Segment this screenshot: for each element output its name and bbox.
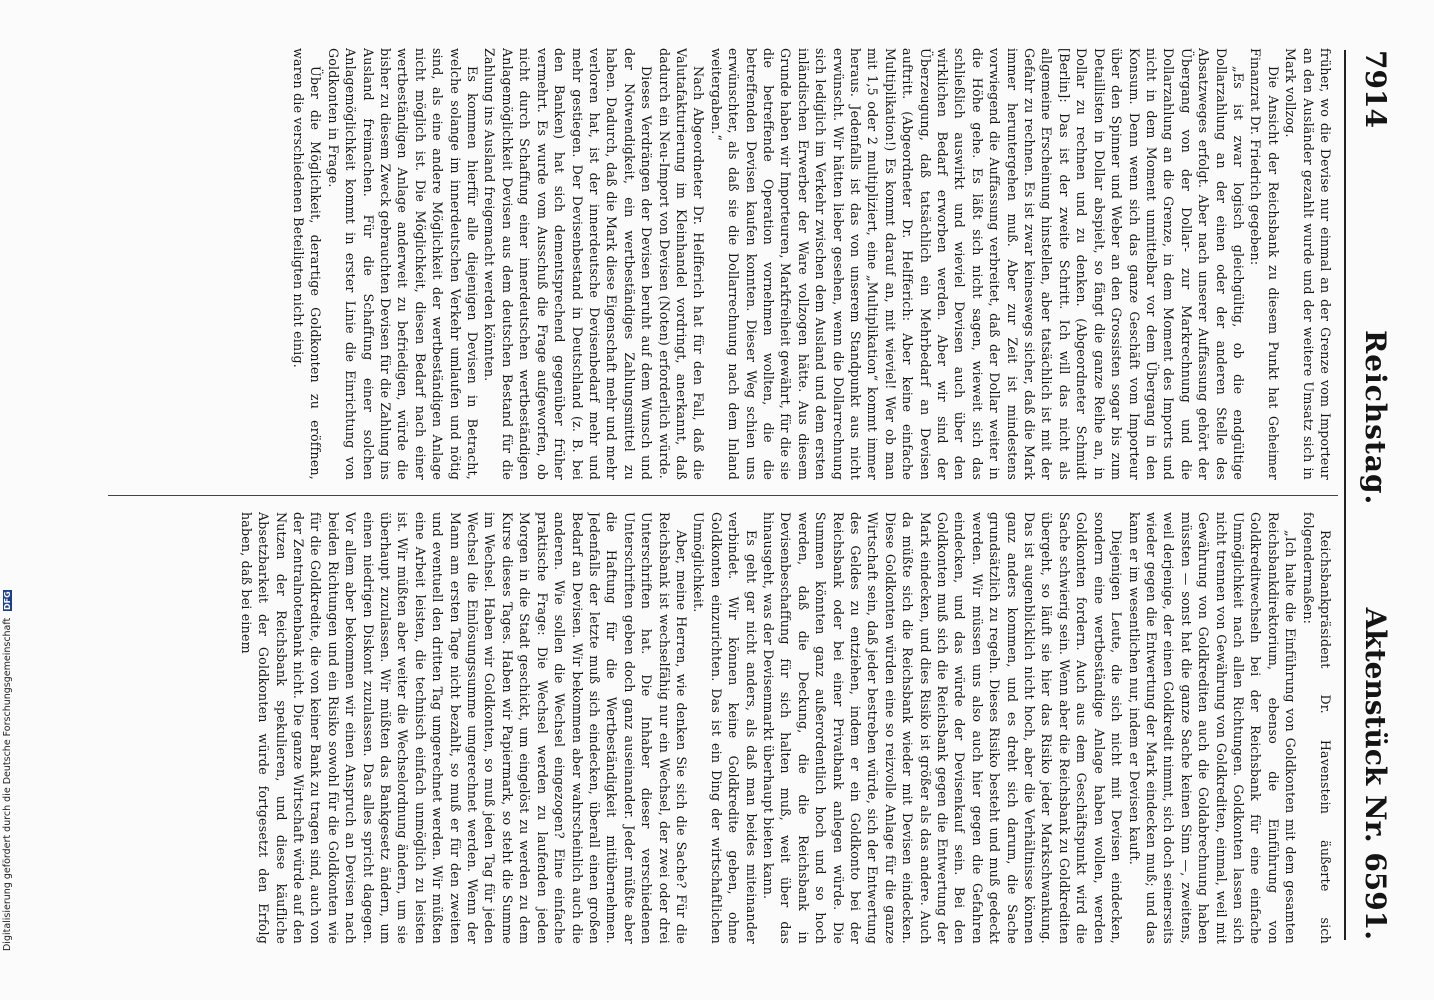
paragraph: Nach Abgeordneter Dr. Helfferich hat für den Fall, daß die Valutafakturierung im Kleinhandel vordringt, anerkannt, daß dadurch ein Neu-Import von Devisen (Noten) erforderlich würde. <box>656 48 707 480</box>
page-header <box>1350 30 1400 960</box>
paragraph: Die Ansicht der Reichsbank zu diesem Punkt hat Geheimer Finanzrat Dr. Friedrich gegeben: <box>1248 48 1281 480</box>
paragraph: „Ich halte die Einführung von Goldkonten mit dem gesamten Reichsbankdirektorium, ebenso die Einführung von Goldkreditwechseln bei der Reichsbank für eine einfache Unmöglichkeit nach allen Richtungen. Goldkonten lassen sich nicht trennen von Gewährung von Goldkrediten, einmal, weil mit Gewährung von Goldkrediten auch die Goldabrechnung haben müssten — sonst hat die ganze Sache keinen Sinn —, zweitens, weil derjenige, der einen Goldkredit nimmt, sich doch seinerseits wieder gegen die Entwertung der Mark eindecken muß; und das kann er im wesentlichen nur, indem er Devisen kauft. <box>1126 512 1299 944</box>
page-number: 7914 <box>1359 50 1392 128</box>
rotated-newspaper-sheet <box>60 30 1400 960</box>
paragraph: Es geht gar nicht anders, als daß man beides miteinander verbindet. Wir können keine Goldkredite geben, ohne Goldkonten einzurichten. Das ist ein Ding der wirtschaftlichen Unmöglichkeit. <box>691 512 759 944</box>
paragraph: Es kommen hierfür alle diejenigen Devisen in Betracht, welche solange im innerdeutschen Verkehr umlaufen und nötig sind, als eine andere Möglichkeit der wertbeständigen Anlage nicht möglich ist. Die Möglichkeit, diesen Bedarf nach einer wertbeständigen Anlage anderweit zu befriedigen, würde die bisher zu diesem Zweck gebrauchten Devisen für die Zahlung ins Ausland freimachen. Für die Schaffung einer solchen Anlagemöglichkeit kommt in erster Linie die Einrichtung von Goldkonten in Frage. <box>325 48 481 480</box>
digitization-credit <box>2 590 13 951</box>
paragraph: Reichsbankpräsident Dr. Havenstein äußerte sich folgendermaßen: <box>1300 512 1333 944</box>
paragraph: früher, wo die Devise nur einmal an der Grenze vom Importeur an den Ausländer gezahlt wurde und der weitere Umsatz sich in Mark vollzog. <box>1283 48 1333 480</box>
paragraph: Dieses Verdrängen der Devisen beruht auf dem Wunsch und der Notwendigkeit, ein wertbeständiges Zahlungsmittel zu haben. Dadurch, daß die Mark diese Eigenschaft mehr und mehr verloren hat, ist der innerdeutsche Devisenbedarf mehr und mehr gestiegen. Der Devisenbestand in Deutschland (z. B. bei den Banken) hat sich dementsprechend gegenüber früher vermehrt. Es wurde vom Ausschuß die Frage aufgeworfen, ob nicht durch Schaffung einer innerdeutschen wertbeständigen Anlagemöglichkeit Devisen aus dem deutschen Bestand für die Zahlung ins Ausland freigemacht werden könnten. <box>482 48 655 480</box>
paragraph: Aber, meine Herren, wie denken Sie sich die Sache? Für die Reichsbank ist wechselfähig nur ein Wechsel, der zwei oder drei Unterschriften hat. Die Inhaber dieser verschiedenen Unterschriften geben doch ganz auseinander. Jeder müßte aber die Haftung für die Wertbeständigkeit mitübernehmen. Jedenfalls der letzte muß sich eindecken, überall einen großen Bedarf an Devisen. Wir bekommen aber wahrscheinlich auch die anderen. Wie sollen die Wechsel eingezogen? Eine einfache praktische Frage: Die Wechsel werden zu laufenden jeden Morgen in die Stadt geschickt, um eingelöst zu werden zu dem Kurse dieses Tages. Haben wir Papiermark, so steht die Summe im Wechsel. Haben wir Goldkonten, so muß jeden Tag für jeden Wechsel die Einlösungssumme umgerechnet werden. Wenn der Mann am ersten Tage nicht bezahlt, so muß er für den zweiten und eventuell den dritten Tag umgerechnet werden. Wir müßten eine Arbeit leisten, die technisch einfach unmöglich zu leisten ist. Wir müßten aber weiter die Wechselordnung ändern, um sie überhaupt zuzulassen. Wir müßten das Bankgesetz ändern, um einen niedrigen Diskont zuzulassen. Das alles spricht dagegen. Vor allem aber bekommen wir einen Anspruch an Devisen nach beiden Richtungen und ein Risiko sowohl für die Goldkonten wie für die Goldkredite, die von keiner Bank zu tragen sind, auch von der Zentralnotenbank nicht. Die ganze Wirtschaft würde auf den Nutzen der Reichsbank spekulieren, und diese käufliche Absetzbarkeit der Goldkonten würde fortgesetzt den Erfolg haben, daß bei einem <box>238 512 689 944</box>
paragraph: „Es ist zwar logisch gleichgültig, ob die endgültige Dollarzahlung an der einen oder der anderen Stelle des Absatzweges erfolgt. Aber nach unserer Auffassung gehört der Übergang von der Dollar- zur Markrechnung und die Dollarzahlung an die Grenze, in dem Moment des Imports und nicht in dem Moment unmittelbar vor dem Übergang in den Konsum. Denn wenn sich das ganze Geschäft vom Importeur über den Spinner und Weber an den Grossisten sogar bis zum Detaillisten in Dollar abspielt, so fängt die ganze Reihe an, in Dollar zu rechnen und zu denken. (Abgeordneter Schmidt [Berlin]: Das ist der zweite Schritt. Ich will das nicht als allgemeine Erscheinung hinstellen, aber tatsächlich ist mit der Gefahr zu rechnen. Es ist zwar keineswegs sicher, daß die Mark immer heruntergehen muß. Aber zur Zeit ist mindestens vorwiegend die Auffassung verbreitet, daß der Dollar weiter in die Höhe gehe. Es läßt sich nicht sagen, wieweit sich das schließlich auswirkt und wieviel Devisen auch über den wirklichen Bedarf erworben werden. Aber wir sind der Überzeugung, daß tatsächlich ein Mehrbedarf an Devisen auftritt. (Abgeordneter Dr. Helfferich: Aber keine einfache Multiplikation!) Es kommt darauf an, mit wieviel! Wer ob man mit 1,5 oder 2 multipliziert, eine „Multiplikation“ kommt immer heraus. Jedenfalls ist das von unserem Standpunkt aus nicht erwünscht. Wir hätten lieber gesehen, wenn die Dollarrechnung sich lediglich im Verkehr zwischen dem Ausland und dem ersten inländischen Erwerber der Ware vollzogen hätte. Aus diesem Grunde haben wir Importeuren, Markfreiheit gewährt, für die sie die betreffende Operation vornehmen wollten, die die betreffenden Devisen kaufen konnten. Dieser Weg schien uns erwünschter, als daß sie die Dollarrechnung nach dem Inland weitergaben.“ <box>708 48 1246 480</box>
credit-text: Digitalisierung gefördert durch die Deutsche Forschungsgemeinschaft <box>2 617 13 952</box>
header-rule <box>1344 50 1346 940</box>
paragraph: Diejenigen Leute, die sich nicht mit Devisen eindecken, sondern eine wertbeständige Anlage haben wollen, werden Goldkonten fordern. Auch aus dem Geschäftspunkt wird die Sache schwierig sein. Wenn aber die Reichsbank zu Goldkrediten übergeht, so läuft sie hier das Risiko jeder Markschwankung. Das ist augenblicklich nicht hoch, aber die Verhältnisse können ganz anders kommen, und es dreht sich darum, die Sache grundsätzlich zu regeln. Dieses Risiko besteht und muß gedeckt werden. Wir müssen uns also auch hier gegen die Gefahren eindecken, und das würde der Devisenkauf sein. Bei den Goldkonten muß sich die Reichsbank gegen die Entwertung der Mark eindecken, und dies Risiko ist größer als das andere. Auch da müßte sich die Reichsbank wieder mit Devisen eindecken. Diese Goldkonten würden eine so reizvolle Anlage für die ganze Wirtschaft sein, daß jeder bestreben würde, sich der Entwertung des Geldes zu entziehen, indem er ein Goldkonto bei der Reichsbank oder bei einer Privatbank anlegen würde. Die Summen könnten ganz außerordentlich hoch und so hoch werden, daß die Deckung, die die Reichsbank in Devisenbeschaffung für sich halten muß, weit über das hinausgeht, was der Devisenmarkt überhaupt bieten kann. <box>761 512 1125 944</box>
column-divider <box>108 495 1338 496</box>
dfg-logo: DFG <box>3 591 12 610</box>
document-number: Aktenstück Nr. 6591. <box>1359 607 1392 940</box>
page-title: Reichstag. <box>1359 330 1392 506</box>
right-column <box>104 512 1334 944</box>
left-column <box>104 48 1334 480</box>
paragraph: Über die Möglichkeit, derartige Goldkonten zu eröffnen, waren die verschiedenen Beteiligten nicht einig. <box>291 48 324 480</box>
